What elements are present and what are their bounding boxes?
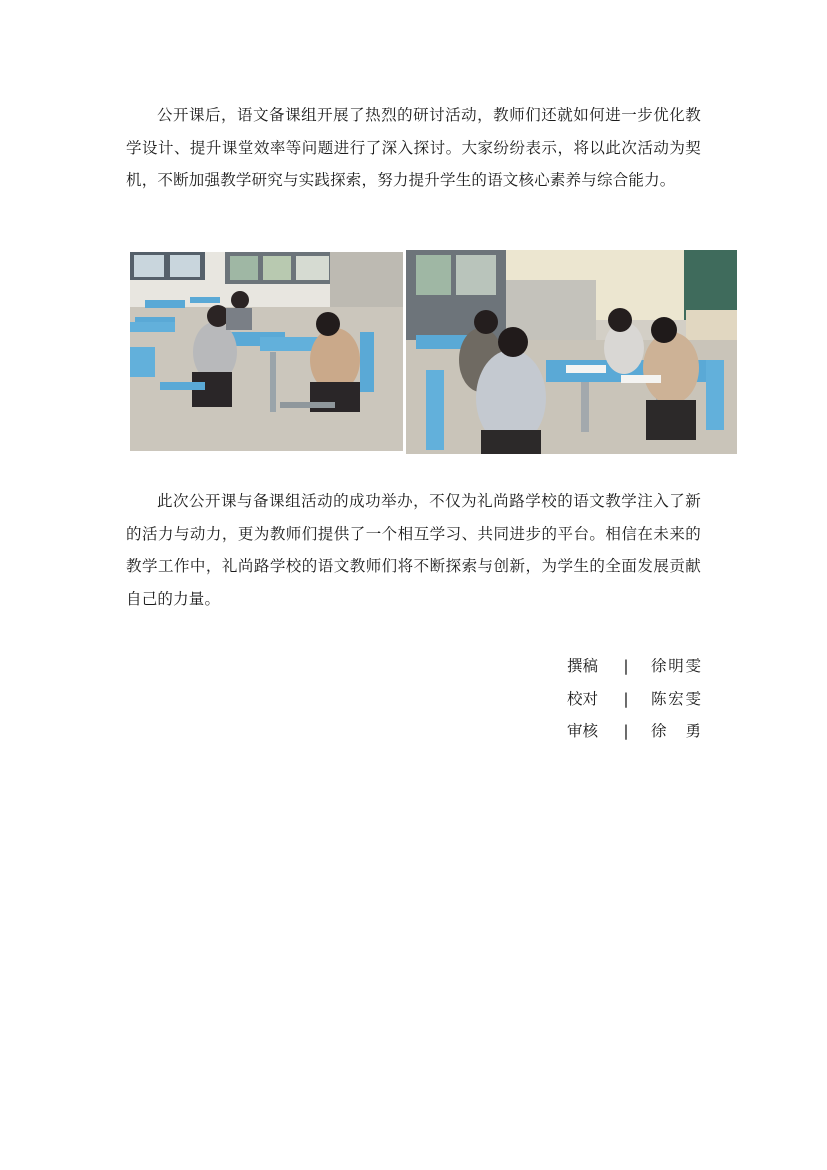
credits-block bbox=[567, 650, 701, 748]
article-paragraph-2: 此次公开课与备课组活动的成功举办，不仅为礼尚路学校的语文教学注入了新的活力与动力，更为教师们提供了一个相互学习、共同进步的平台。相信在未来的教学工作中，礼尚路学校的语文教师们将不断探索与创新，为学生的全面发展贡献自己的力量。 bbox=[126, 492, 701, 608]
credit-role: 撰稿 bbox=[567, 657, 599, 675]
credit-role: 校对 bbox=[567, 689, 599, 708]
credit-name: 徐明雯 bbox=[651, 657, 701, 675]
credit-separator: | bbox=[623, 657, 629, 675]
credit-row-writer bbox=[567, 650, 701, 683]
credit-row-proofreader bbox=[567, 683, 701, 716]
credit-role: 审核 bbox=[567, 722, 599, 740]
credit-separator: | bbox=[623, 689, 629, 708]
article-paragraph-1: 公开课后，语文备课组开展了热烈的研讨活动，教师们还就如何进一步优化教学设计、提升课堂效率等问题进行了深入探讨。大家纷纷表示，将以此次活动为契机，不断加强教学研究与实践探索，努力提升学生的语文核心素养与综合能力。 bbox=[126, 106, 701, 189]
credit-name: 陈宏雯 bbox=[651, 689, 701, 708]
classroom-photo-right bbox=[406, 250, 737, 454]
classroom-photo-left bbox=[130, 252, 403, 451]
credit-name: 徐勇 bbox=[651, 722, 701, 740]
credit-separator: | bbox=[623, 722, 629, 740]
credit-row-reviewer bbox=[567, 715, 701, 748]
